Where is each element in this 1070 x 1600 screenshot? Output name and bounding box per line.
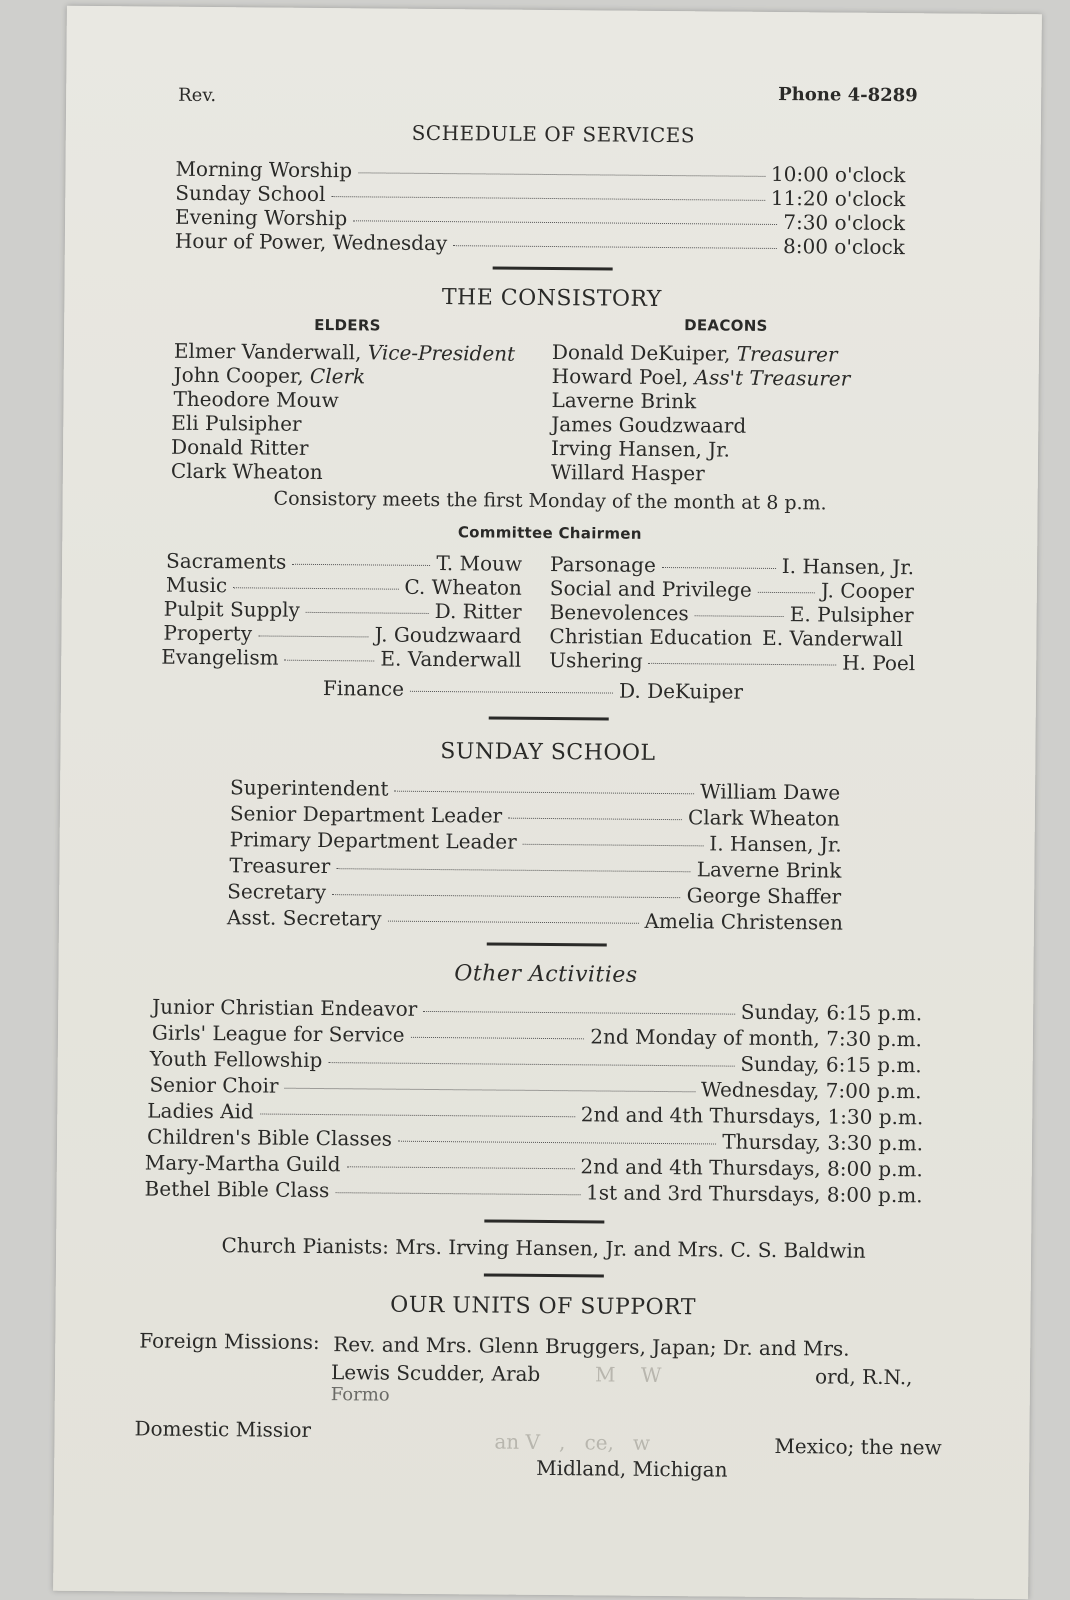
deacon-name: James Goudzwaard — [551, 412, 747, 438]
elder-name: Clark Wheaton — [170, 458, 323, 485]
divider — [484, 1219, 604, 1223]
activity-row: Children's Bible Classes Thursday, 3:30 p.m. — [146, 1124, 924, 1156]
elders-heading: ELDERS — [314, 315, 381, 335]
faded-text: M W — [594, 1362, 662, 1388]
activity-row: Youth Fellowship Sunday, 6:15 p.m. — [149, 1046, 922, 1078]
schedule-title: SCHEDULE OF SERVICES — [411, 120, 696, 148]
domestic-missions-label: Domestic Missior — [134, 1416, 312, 1442]
committee-heading: Committee Chairmen — [457, 523, 642, 543]
schedule-row: Hour of Power, Wednesday 8:00 o'clock — [174, 228, 905, 260]
foreign-missions-line2-end: ord, R.N., — [814, 1364, 913, 1390]
schedule-row: Morning Worship 10:00 o'clock — [175, 156, 906, 188]
other-activities-title: Other Activities — [454, 961, 638, 988]
finance-row: Finance D. DeKuiper — [322, 676, 744, 704]
domestic-missions-line2: Midland, Michigan — [536, 1455, 728, 1482]
sunday-school-row: Secretary George Shaffer — [227, 879, 842, 909]
rev-label: Rev. — [178, 84, 217, 107]
elder-name: Elmer Vanderwall, Vice-President — [173, 338, 516, 366]
committee-row: Parsonage I. Hansen, Jr. — [549, 552, 915, 580]
activity-row: Bethel Bible Class 1st and 3rd Thursdays, 8:00 p.m. — [144, 1176, 923, 1208]
activity-row: Mary-Martha Guild 2nd and 4th Thursdays, 8:00 p.m. — [144, 1150, 923, 1182]
schedule-row: Evening Worship 7:30 o'clock — [174, 204, 906, 236]
schedule-row: Sunday School 11:20 o'clock — [175, 180, 906, 212]
divider — [492, 266, 612, 270]
elder-name: John Cooper, Clerk — [173, 362, 366, 389]
activity-row: Girls' League for Service 2nd Monday of month, 7:30 p.m. — [151, 1020, 923, 1052]
consistory-title: THE CONSISTORY — [441, 285, 663, 312]
activity-row: Senior Choir Wednesday, 7:00 p.m. — [149, 1072, 922, 1104]
divider — [486, 942, 606, 946]
deacon-name: Donald DeKuiper, Treasurer — [551, 340, 838, 367]
program-sheet — [53, 6, 1042, 1599]
divider — [483, 1273, 603, 1277]
deacon-name: Howard Poel, Ass't Treasurer — [551, 364, 851, 391]
foreign-missions-line1: Rev. and Mrs. Glenn Bruggers, Japan; Dr. and Mrs. — [333, 1332, 850, 1361]
committee-row: Evangelism E. Vanderwall — [161, 644, 522, 672]
committee-row: Christian Education E. Vanderwall — [549, 624, 904, 652]
sunday-school-row: Senior Department Leader Clark Wheaton — [229, 801, 840, 831]
committee-row: Social and Privilege J. Cooper — [549, 576, 914, 604]
support-title: OUR UNITS OF SUPPORT — [390, 1292, 697, 1321]
domestic-missions-line1: Mexico; the new — [774, 1434, 942, 1460]
divider — [488, 716, 608, 720]
sunday-school-row: Treasurer Laverne Brink — [229, 853, 842, 883]
committee-row: Benevolences E. Pulsipher — [549, 600, 914, 628]
committee-row: Music C. Wheaton — [165, 572, 522, 600]
committee-row: Pulpit Supply D. Ritter — [163, 596, 522, 624]
sunday-school-title: SUNDAY SCHOOL — [440, 739, 656, 766]
foreign-missions-line2: Lewis Scudder, Arab — [330, 1360, 541, 1386]
faded-text: an V , ce, w — [494, 1429, 651, 1455]
sunday-school-row: Primary Department Leader I. Hansen, Jr. — [229, 827, 842, 857]
elder-name: Donald Ritter — [170, 434, 309, 460]
foreign-missions-line3: Formo — [330, 1384, 390, 1406]
foreign-missions-label: Foreign Missions: — [139, 1328, 320, 1355]
church-pianists: Church Pianists: Mrs. Irving Hansen, Jr. and Mrs. C. S. Baldwin — [221, 1233, 866, 1263]
committee-row: Property J. Goudzwaard — [163, 620, 522, 648]
sunday-school-row: Asst. Secretary Amelia Christensen — [226, 905, 844, 935]
activity-row: Junior Christian Endeavor Sunday, 6:15 p.m. — [152, 994, 923, 1026]
sunday-school-row: Superintendent William Dawe — [230, 775, 841, 805]
deacon-name: Laverne Brink — [551, 388, 697, 414]
phone-number: Phone 4-8289 — [778, 83, 918, 107]
deacons-heading: DEACONS — [684, 316, 768, 335]
elder-name: Theodore Mouw — [173, 386, 339, 413]
committee-row: Ushering H. Poel — [549, 648, 916, 676]
committee-row: Sacraments T. Mouw — [165, 548, 523, 576]
deacon-name: Willard Hasper — [550, 460, 705, 486]
consistory-meeting-note: Consistory meets the first Monday of the month at 8 p.m. — [273, 487, 827, 515]
deacon-name: Irving Hansen, Jr. — [550, 436, 731, 462]
elder-name: Eli Pulsipher — [171, 410, 302, 436]
activity-row: Ladies Aid 2nd and 4th Thursdays, 1:30 p.m. — [147, 1098, 924, 1130]
